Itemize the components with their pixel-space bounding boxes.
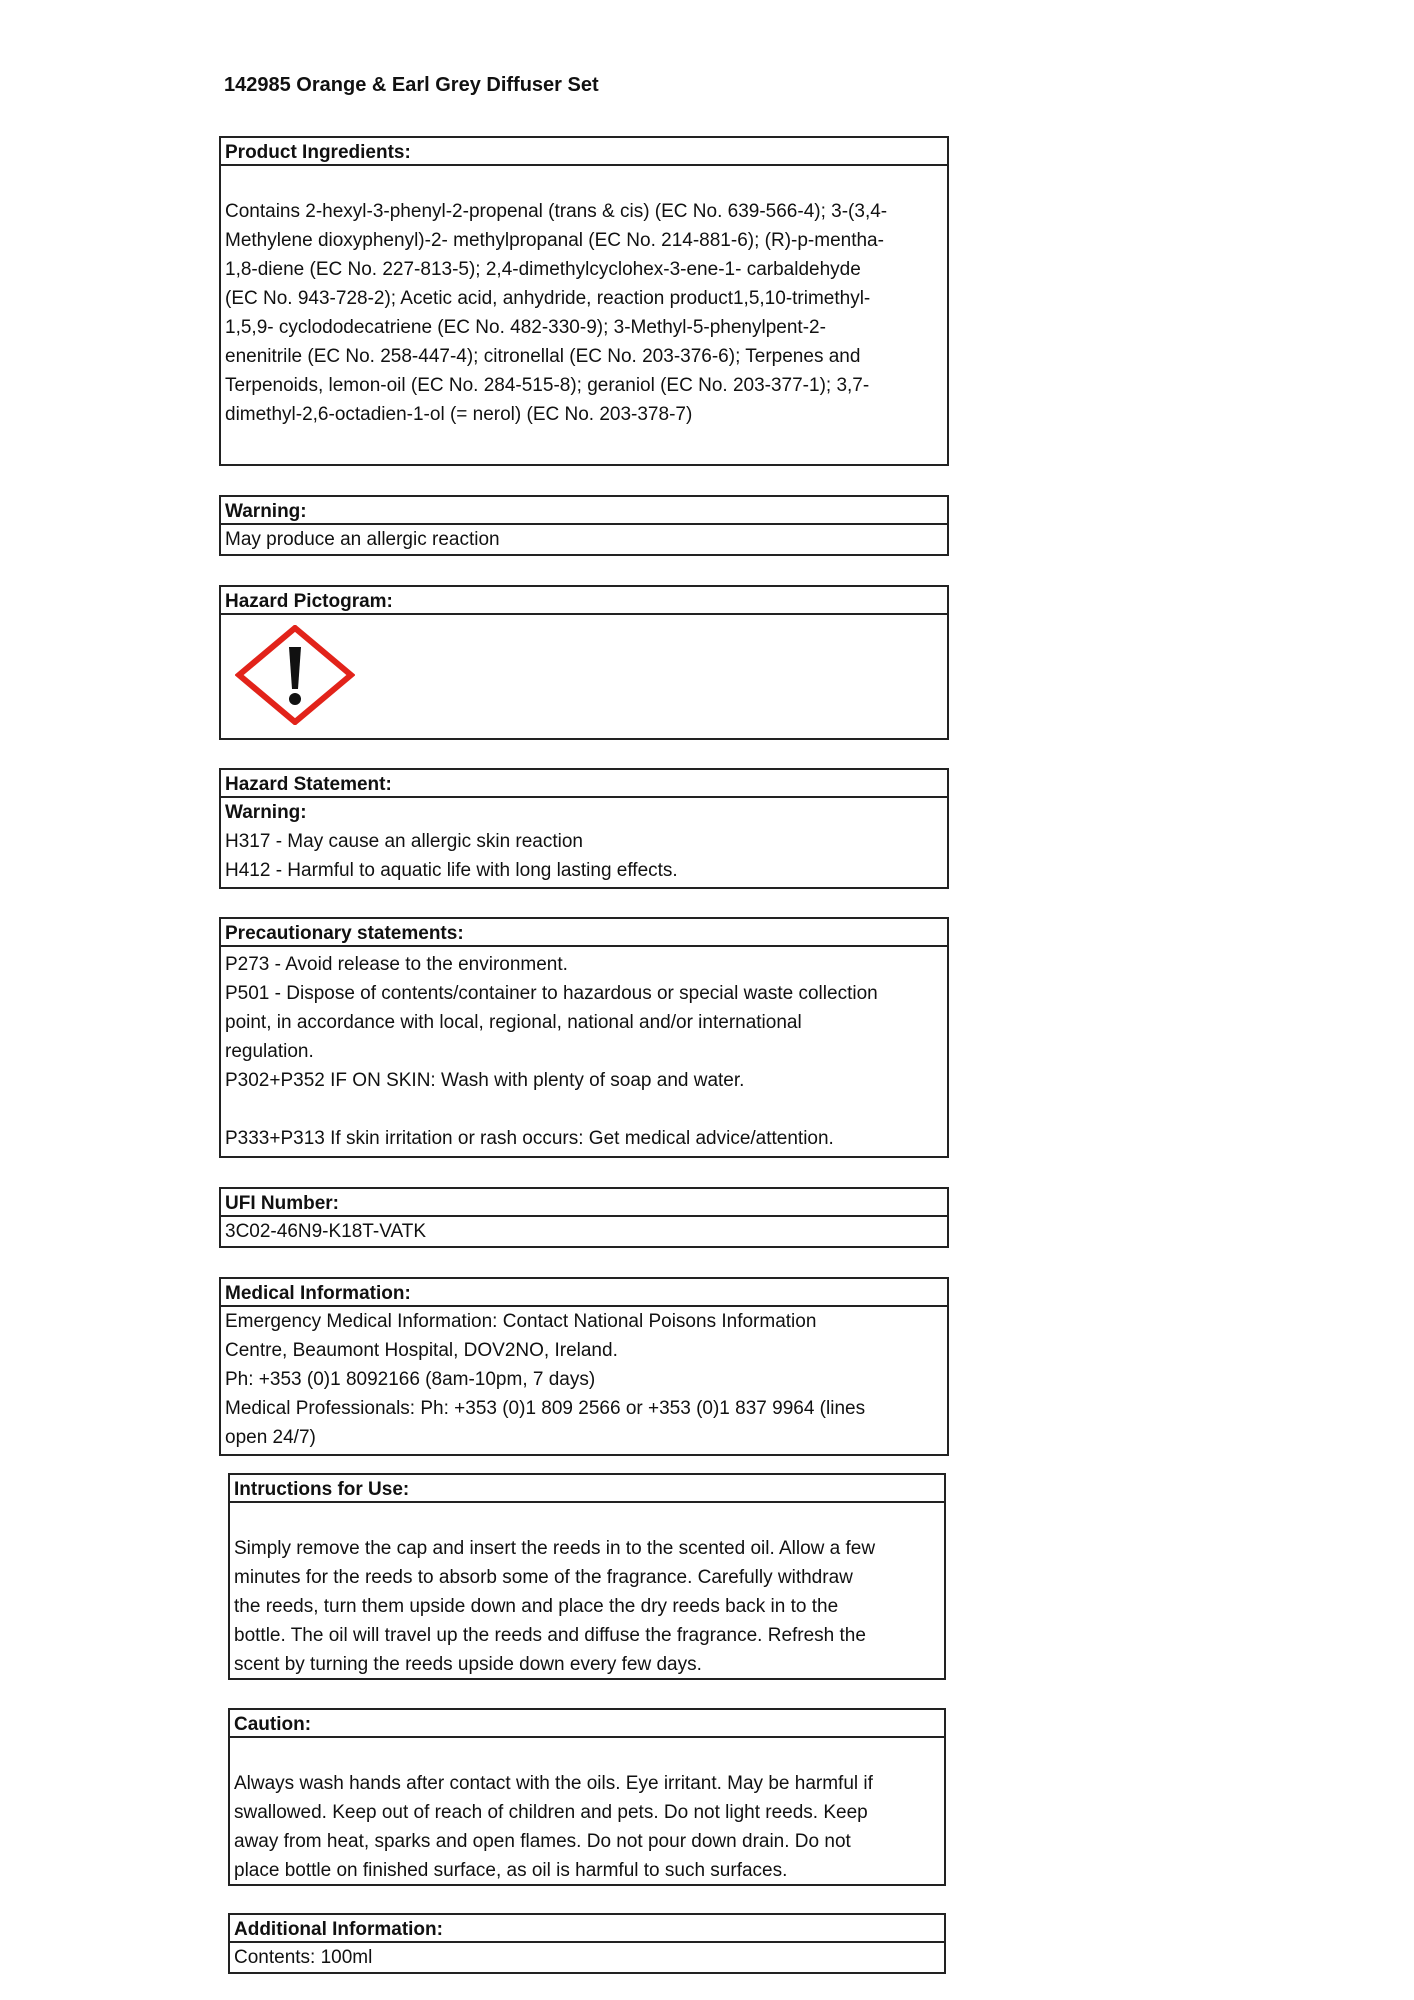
caution-line: swallowed. Keep out of reach of children and pets. Do not light reeds. Keep xyxy=(234,1802,868,1823)
hazard-line: H317 - May cause an allergic skin reaction xyxy=(225,831,584,852)
precautionary-line: P273 - Avoid release to the environment. xyxy=(225,954,568,975)
precautionary-header: Precautionary statements: xyxy=(221,919,947,947)
ingredients-line: dimethyl-2,6-octadien-1-ol (= nerol) (EC No. 203-378-7) xyxy=(225,404,693,425)
caution-line: Always wash hands after contact with the oils. Eye irritant. May be harmful if xyxy=(234,1773,873,1794)
ingredients-line: Terpenoids, lemon-oil (EC No. 284-515-8); geraniol (EC No. 203-377-1); 3,7- xyxy=(225,375,870,396)
precautionary-line: point, in accordance with local, regional, national and/or international xyxy=(225,1012,802,1033)
precautionary-line: P501 - Dispose of contents/container to hazardous or special waste collection xyxy=(225,983,878,1004)
warning-section xyxy=(219,495,949,556)
pictogram-header: Hazard Pictogram: xyxy=(221,587,947,615)
hazard-statement-header: Hazard Statement: xyxy=(221,770,947,798)
ingredients-line: 1,5,9- cyclododecatriene (EC No. 482-330-9); 3-Methyl-5-phenylpent-2- xyxy=(225,317,826,338)
precautionary-section xyxy=(219,917,949,1158)
ingredients-line: (EC No. 943-728-2); Acetic acid, anhydride, reaction product1,5,10-trimethyl- xyxy=(225,288,871,309)
hazard-signal-word: Warning: xyxy=(225,802,307,823)
additional-section xyxy=(228,1913,946,1974)
precautionary-line: regulation. xyxy=(225,1041,314,1062)
warning-header: Warning: xyxy=(221,497,947,525)
ingredients-line: Contains 2-hexyl-3-phenyl-2-propenal (trans & cis) (EC No. 639-566-4); 3-(3,4- xyxy=(225,201,888,222)
instructions-line: minutes for the reeds to absorb some of the fragrance. Carefully withdraw xyxy=(234,1567,853,1588)
ingredients-line: Methylene dioxyphenyl)-2- methylpropanal (EC No. 214-881-6); (R)-p-mentha- xyxy=(225,230,884,251)
caution-line: away from heat, sparks and open flames. Do not pour down drain. Do not xyxy=(234,1831,851,1852)
caution-line: place bottle on finished surface, as oil is harmful to such surfaces. xyxy=(234,1860,788,1881)
medical-line: Ph: +353 (0)1 8092166 (8am-10pm, 7 days) xyxy=(225,1369,596,1390)
additional-header: Additional Information: xyxy=(230,1915,944,1943)
caution-header: Caution: xyxy=(230,1710,944,1738)
medical-header: Medical Information: xyxy=(221,1279,947,1307)
ingredients-line: 1,8-diene (EC No. 227-813-5); 2,4-dimethylcyclohex-3-ene-1- carbaldehyde xyxy=(225,259,861,280)
ingredients-header: Product Ingredients: xyxy=(221,138,947,166)
ufi-value: 3C02-46N9-K18T-VATK xyxy=(225,1221,426,1242)
caution-section xyxy=(228,1708,946,1886)
medical-line: Emergency Medical Information: Contact National Poisons Information xyxy=(225,1311,817,1332)
pictogram-section xyxy=(219,585,949,740)
hazard-line: H412 - Harmful to aquatic life with long lasting effects. xyxy=(225,860,678,881)
instructions-header: Intructions for Use: xyxy=(230,1475,944,1503)
warning-text: May produce an allergic reaction xyxy=(225,529,500,550)
ufi-section xyxy=(219,1187,949,1248)
instructions-line: scent by turning the reeds upside down every few days. xyxy=(234,1654,702,1675)
document-title: 142985 Orange & Earl Grey Diffuser Set xyxy=(224,74,599,96)
hazard-statement-section xyxy=(219,768,949,889)
precautionary-line: P333+P313 If skin irritation or rash occurs: Get medical advice/attention. xyxy=(225,1128,834,1149)
ingredients-line: enenitrile (EC No. 258-447-4); citronellal (EC No. 203-376-6); Terpenes and xyxy=(225,346,861,367)
ingredients-section xyxy=(219,136,949,466)
instructions-line: the reeds, turn them upside down and place the dry reeds back in to the xyxy=(234,1596,839,1617)
medical-line: Medical Professionals: Ph: +353 (0)1 809 2566 or +353 (0)1 837 9964 (lines xyxy=(225,1398,866,1419)
instructions-section xyxy=(228,1473,946,1680)
ufi-header: UFI Number: xyxy=(221,1189,947,1217)
exclamation-warning-icon xyxy=(235,625,355,725)
instructions-line: bottle. The oil will travel up the reeds and diffuse the fragrance. Refresh the xyxy=(234,1625,866,1646)
medical-line: open 24/7) xyxy=(225,1427,316,1448)
instructions-line: Simply remove the cap and insert the reeds in to the scented oil. Allow a few xyxy=(234,1538,876,1559)
additional-text: Contents: 100ml xyxy=(234,1947,373,1968)
precautionary-line: P302+P352 IF ON SKIN: Wash with plenty of soap and water. xyxy=(225,1070,745,1091)
medical-section xyxy=(219,1277,949,1456)
medical-line: Centre, Beaumont Hospital, DOV2NO, Ireland. xyxy=(225,1340,618,1361)
